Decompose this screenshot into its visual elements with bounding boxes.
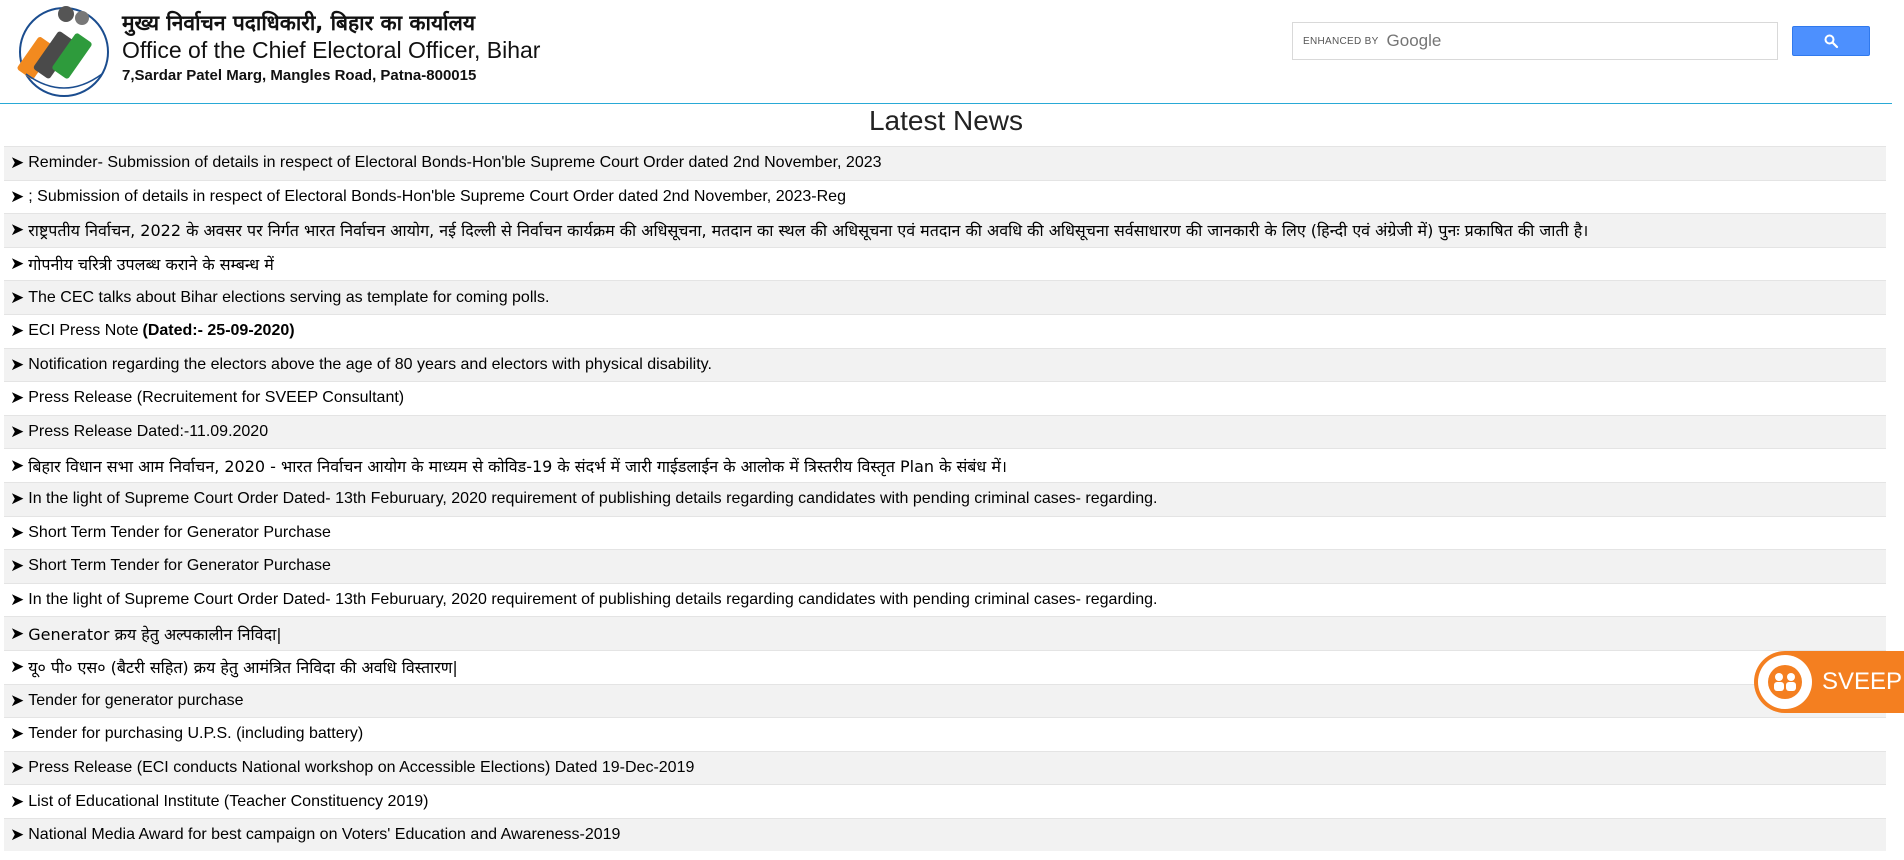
enhanced-by-label: ENHANCED BY [1303, 35, 1379, 47]
office-address: 7,Sardar Patel Marg, Mangles Road, Patna-800015 [122, 67, 477, 84]
arrow-bullet-icon: ➤ [10, 657, 25, 677]
arrow-bullet-icon: ➤ [10, 153, 25, 173]
sveep-icon-circle [1758, 655, 1812, 709]
site-header [0, 0, 1892, 104]
news-item[interactable] [4, 482, 1886, 516]
arrow-bullet-icon: ➤ [10, 590, 25, 610]
arrow-bullet-icon: ➤ [10, 287, 25, 307]
sveep-button[interactable] [1754, 651, 1904, 713]
news-item[interactable] [4, 516, 1886, 550]
news-item[interactable] [4, 684, 1886, 718]
news-item[interactable] [4, 180, 1886, 214]
news-item-date: (Dated:- 25-09-2020) [142, 322, 295, 340]
news-item-link[interactable]: यू० पी० एस० (बैटरी सहित) क्रय हेतु आमंत्रित निविदा की अवधि विस्तारण| [28, 658, 458, 678]
arrow-bullet-icon: ➤ [10, 757, 25, 777]
search-box[interactable] [1292, 22, 1778, 60]
news-item[interactable] [4, 146, 1886, 180]
news-item-link[interactable]: Notification regarding the electors above the age of 80 years and electors with physical disability. [28, 355, 712, 373]
search-icon [1824, 34, 1838, 48]
news-item[interactable] [4, 751, 1886, 785]
news-item[interactable] [4, 717, 1886, 751]
title-hindi: मुख्य निर्वाचन पदाधिकारी, बिहार का कार्यालय [122, 11, 476, 35]
arrow-bullet-icon: ➤ [10, 388, 25, 408]
arrow-bullet-icon: ➤ [10, 623, 25, 643]
arrow-bullet-icon: ➤ [10, 522, 25, 542]
sveep-label: SVEEP [1822, 668, 1903, 695]
news-item-link[interactable]: Short Term Tender for Generator Purchase [28, 523, 331, 541]
arrow-bullet-icon: ➤ [10, 724, 25, 744]
arrow-bullet-icon: ➤ [10, 422, 25, 442]
arrow-bullet-icon: ➤ [10, 220, 25, 240]
arrow-bullet-icon: ➤ [10, 354, 25, 374]
latest-news-title: Latest News [868, 105, 1024, 136]
news-item[interactable] [4, 549, 1886, 583]
news-item[interactable] [4, 415, 1886, 449]
news-item[interactable] [4, 616, 1886, 650]
eci-logo-icon[interactable] [12, 2, 116, 98]
search-button[interactable] [1792, 26, 1870, 56]
news-item-link[interactable]: राष्ट्रपतीय निर्वाचन, 2022 के अवसर पर निर्गत भारत निर्वाचन आयोग, नई दिल्ली से निर्वाचन कार्यक्रम की अधिसूचना, मतदान का स्थल की अधिसूचना एवं मतदान की अवधि की अधिसूचना सर्वसाधारण की जानकारी के लिए (हिन्दी एवं अंग्रेजी में) पुनः प्रकाषित की जाती है। [28, 221, 1589, 241]
arrow-bullet-icon: ➤ [10, 825, 25, 845]
news-item-link[interactable]: Reminder- Submission of details in respect of Electoral Bonds-Hon'ble Supreme Court Order dated 2nd November, 2023 [28, 154, 882, 172]
news-item-link[interactable]: In the light of Supreme Court Order Dated- 13th Feburuary, 2020 requirement of publishing details regarding candidates with pending criminal cases- regarding. [28, 490, 1158, 508]
news-item-link[interactable]: Short Term Tender for Generator Purchase [28, 557, 331, 575]
news-item-link[interactable]: Tender for generator purchase [28, 691, 244, 709]
arrow-bullet-icon: ➤ [10, 791, 25, 811]
news-item[interactable] [4, 650, 1886, 684]
news-item[interactable] [4, 784, 1886, 818]
news-item-link[interactable]: गोपनीय चरित्री उपलब्ध कराने के सम्बन्ध में [28, 255, 274, 275]
people-group-icon [1767, 664, 1803, 700]
news-item[interactable] [4, 583, 1886, 617]
news-item[interactable] [4, 247, 1886, 281]
news-item[interactable] [4, 818, 1886, 852]
news-item-link[interactable]: National Media Award for best campaign on Voters' Education and Awareness-2019 [28, 826, 621, 844]
news-item-link[interactable]: List of Educational Institute (Teacher Constituency 2019) [28, 792, 429, 810]
news-item[interactable] [4, 280, 1886, 314]
arrow-bullet-icon: ➤ [10, 556, 25, 576]
news-item-link[interactable]: बिहार विधान सभा आम निर्वाचन, 2020 - भारत निर्वाचन आयोग के माध्यम से कोविड-19 के संदर्भ में जारी गाईडलाईन के आलोक में त्रिस्तरीय विस्तृत Plan के संबंध में। [28, 456, 1007, 476]
search-input[interactable] [1443, 27, 1763, 55]
news-list [4, 146, 1886, 851]
news-item-link[interactable]: ECI Press Note [28, 322, 139, 340]
news-item[interactable] [4, 314, 1886, 348]
news-item-link[interactable]: ; Submission of details in respect of Electoral Bonds-Hon'ble Supreme Court Order dated 2nd November, 2023-Reg [28, 187, 846, 205]
title-english: Office of the Chief Electoral Officer, Bihar [122, 37, 541, 63]
header-title-block [122, 10, 540, 86]
news-item-link[interactable]: Generator क्रय हेतु अल्पकालीन निविदा| [28, 624, 282, 644]
arrow-bullet-icon: ➤ [10, 455, 25, 475]
news-item-link[interactable]: In the light of Supreme Court Order Dated- 13th Feburuary, 2020 requirement of publishing details regarding candidates with pending criminal cases- regarding. [28, 591, 1158, 609]
news-item-link[interactable]: Press Release Dated:-11.09.2020 [28, 423, 269, 441]
news-item-link[interactable]: Press Release (Recruitement for SVEEP Consultant) [28, 389, 405, 407]
arrow-bullet-icon: ➤ [10, 489, 25, 509]
news-item[interactable] [4, 381, 1886, 415]
arrow-bullet-icon: ➤ [10, 690, 25, 710]
news-item-link[interactable]: The CEC talks about Bihar elections serving as template for coming polls. [28, 288, 550, 306]
news-item-link[interactable]: Tender for purchasing U.P.S. (including battery) [28, 725, 364, 743]
google-brand: Google [1386, 31, 1442, 50]
arrow-bullet-icon: ➤ [10, 321, 25, 341]
news-item[interactable] [4, 448, 1886, 482]
news-item-link[interactable]: Press Release (ECI conducts National workshop on Accessible Elections) Dated 19-Dec-2019 [28, 758, 695, 776]
arrow-bullet-icon: ➤ [10, 186, 25, 206]
news-item[interactable] [4, 348, 1886, 382]
news-item[interactable] [4, 213, 1886, 247]
arrow-bullet-icon: ➤ [10, 254, 25, 274]
